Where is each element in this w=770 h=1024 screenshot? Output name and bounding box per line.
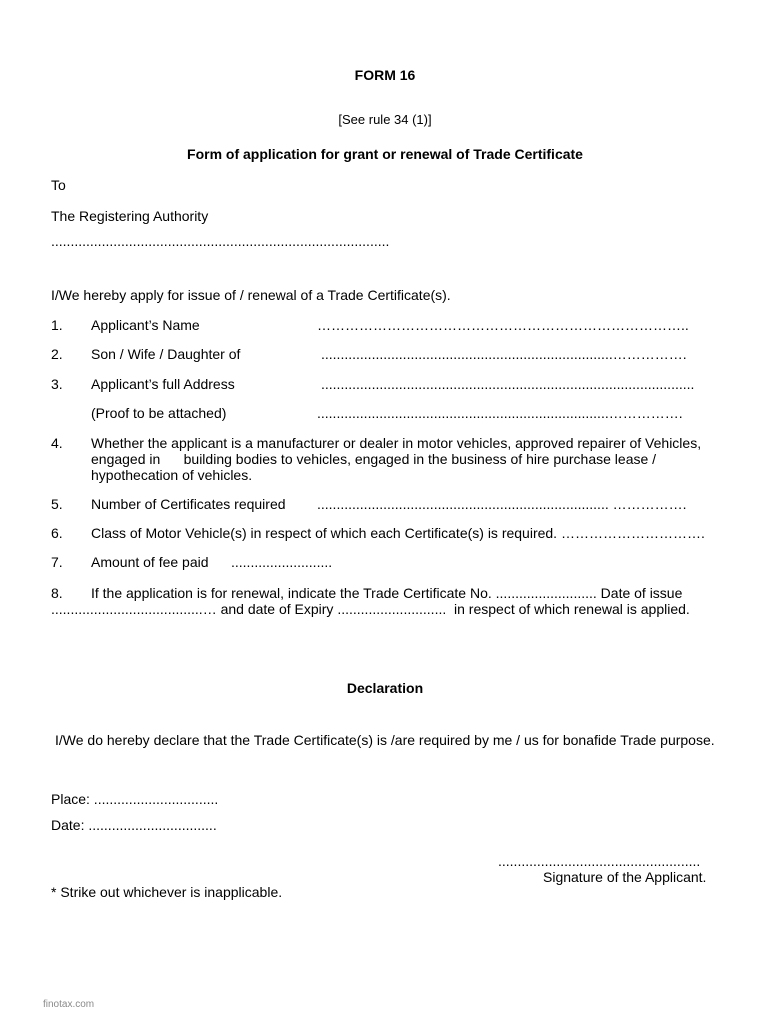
item-3-number: 3.: [51, 376, 63, 392]
authority-blank: .......................................................................................: [51, 233, 390, 249]
item-5-blank: ........................................................................... …………….: [317, 496, 687, 512]
item-2-label: Son / Wife / Daughter of: [91, 346, 241, 362]
item-6-label: Class of Motor Vehicle(s) in respect of which each Certificate(s) is required. ………………………….: [91, 525, 705, 541]
item-4-line-2: engaged in building bodies to vehicles, engaged in the business of hire purchase lease /: [91, 451, 657, 467]
item-4-line-3: hypothecation of vehicles.: [91, 467, 253, 483]
declaration-text: I/We do hereby declare that the Trade Certificate(s) is /are required by me / us for bonafide Trade purpose.: [55, 732, 715, 748]
item-7-label: Amount of fee paid: [91, 554, 209, 570]
item-1-label: Applicant’s Name: [91, 317, 200, 333]
item-5-label: Number of Certificates required: [91, 496, 286, 512]
addressee-to: To: [51, 177, 66, 193]
item-1-blank: ……………………………………………………………………..: [317, 317, 689, 333]
watermark: finotax.com: [43, 999, 95, 1010]
rule-reference: [See rule 34 (1)]: [338, 112, 432, 127]
item-4-number: 4.: [51, 435, 63, 451]
signature-label: Signature of the Applicant.: [543, 869, 707, 885]
footnote-strike-out: * Strike out whichever is inapplicable.: [51, 884, 283, 900]
item-2-blank: ...........................................................................…………….: [321, 346, 687, 362]
declaration-title: Declaration: [346, 680, 424, 696]
item-7-blank: ..........................: [231, 554, 333, 570]
item-3-proof-blank: ...........................................................................…………….: [317, 405, 683, 421]
date-field: Date: .................................: [51, 817, 217, 833]
application-intro: I/We hereby apply for issue of / renewal of a Trade Certificate(s).: [51, 287, 451, 303]
item-2-number: 2.: [51, 346, 63, 362]
form-number-title: FORM 16: [354, 67, 416, 83]
item-3-proof-label: (Proof to be attached): [91, 405, 227, 421]
item-3-blank: ................................................................................................: [321, 376, 695, 392]
item-6-number: 6.: [51, 525, 63, 541]
item-7-number: 7.: [51, 554, 63, 570]
item-8-line-2: .......................................… and date of Expiry ............................ in respect of which renewal is applied.: [51, 601, 690, 617]
item-3-label: Applicant’s full Address: [91, 376, 235, 392]
item-4-line-1: Whether the applicant is a manufacturer or dealer in motor vehicles, approved repairer of Vehicles,: [91, 435, 702, 451]
signature-blank: ....................................................: [498, 853, 701, 869]
item-5-number: 5.: [51, 496, 63, 512]
form-main-title: Form of application for grant or renewal of Trade Certificate: [187, 146, 583, 162]
item-8-number: 8.: [51, 585, 63, 601]
place-field: Place: ................................: [51, 791, 219, 807]
addressee-authority: The Registering Authority: [51, 208, 209, 224]
item-1-number: 1.: [51, 317, 63, 333]
item-8-line-1: If the application is for renewal, indicate the Trade Certificate No. .......................... Date of issue: [91, 585, 683, 601]
